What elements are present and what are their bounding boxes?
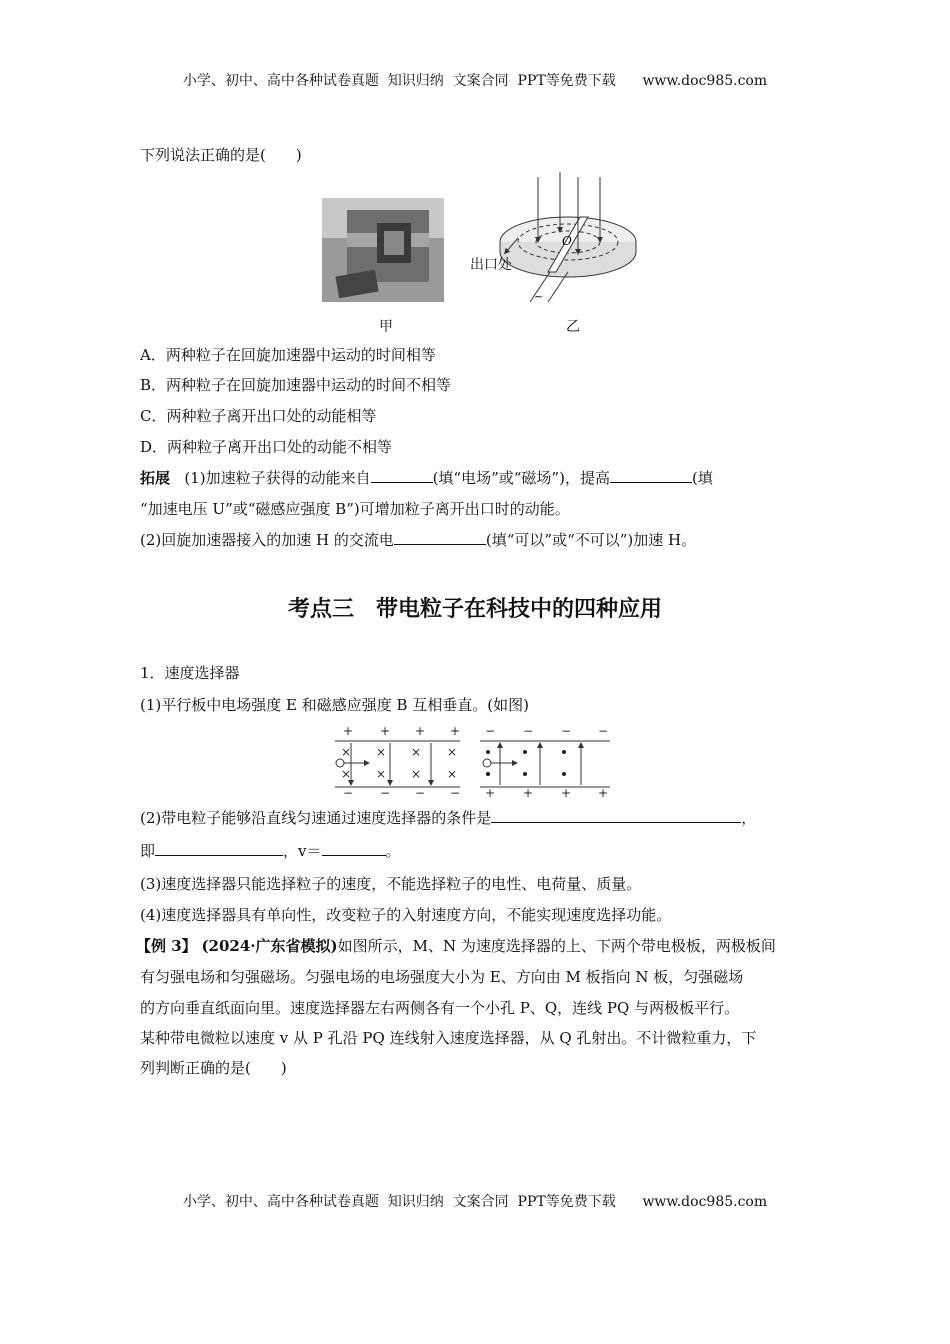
svg-text:−: − xyxy=(450,786,461,800)
caption-yi: 乙 xyxy=(566,319,580,335)
svg-text:+: + xyxy=(523,786,534,800)
subsection-heading: 1．速度选择器 xyxy=(140,664,240,682)
question-stem: 下列说法正确的是( ) xyxy=(140,146,302,164)
svg-text:+: + xyxy=(485,786,496,800)
page-footer: 小学、初中、高中各种试卷真题 知识归纳 文案合同 PPT等免费下载 www.doc985.com xyxy=(182,1194,768,1210)
center-label: O xyxy=(562,234,572,248)
svg-text:+: + xyxy=(450,725,461,738)
svg-text:×: × xyxy=(447,745,458,759)
svg-text:×: × xyxy=(341,767,352,781)
velocity-selector-diagram xyxy=(335,725,615,801)
example-line: 的方向垂直纸面向里。速度选择器左右两侧各有一个小孔 P、Q，连线 PQ 与两极板平行。 xyxy=(140,999,740,1017)
example-tag: 【例 3】 xyxy=(136,937,197,955)
paragraph: 即 ，v＝ 。 xyxy=(140,842,401,860)
cyclotron-photo xyxy=(322,198,444,302)
svg-text:−: − xyxy=(380,786,391,800)
extension-line-3: (2)回旋加速器接入的加速 H 的交流电 (填“可以”或“不可以”)加速 H。 xyxy=(140,531,697,549)
svg-text:+: + xyxy=(380,725,391,738)
example-line: 有匀强电场和匀强磁场。匀强电场的电场强度大小为 E、方向由 M 板指向 N 板，匀强磁场 xyxy=(140,968,744,986)
answer-blank[interactable] xyxy=(394,530,486,545)
section-title: 考点三 带电粒子在科技中的四种应用 xyxy=(287,597,662,622)
extension-label: 拓展 xyxy=(140,469,171,487)
svg-text:−: − xyxy=(485,725,496,738)
page-header: 小学、初中、高中各种试卷真题 知识归纳 文案合同 PPT等免费下载 www.doc985.com xyxy=(182,73,768,89)
extension-line-2: “加速电压 U”或“磁感应强度 B”)可增加粒子离开出口时的动能。 xyxy=(140,500,570,518)
answer-blank[interactable] xyxy=(610,468,692,483)
option-c: C．两种粒子离开出口处的动能相等 xyxy=(140,407,377,425)
ac-label: ~ xyxy=(534,290,544,302)
svg-text:×: × xyxy=(341,745,352,759)
example-line: 列判断正确的是( ) xyxy=(140,1059,287,1077)
svg-text:−: − xyxy=(598,725,609,738)
paragraph: (2)带电粒子能够沿直线匀速通过速度选择器的条件是 ， xyxy=(140,809,757,827)
svg-text:×: × xyxy=(447,767,458,781)
cyclotron-diagram xyxy=(468,172,640,302)
extension-line-1: 拓展 (1)加速粒子获得的动能来自 (填“电场”或“磁场”)，提高 (填 xyxy=(140,469,713,487)
svg-text:−: − xyxy=(561,725,572,738)
example-line: 某种带电微粒以速度 v 从 P 孔沿 PQ 连线射入速度选择器，从 Q 孔射出。不计微粒重力，下 xyxy=(140,1029,757,1047)
example-line: 【例 3】 (2024·广东省模拟)如图所示，M、N 为速度选择器的上、下两个带电极板，两极板间 xyxy=(136,937,776,955)
svg-text:×: × xyxy=(411,767,422,781)
svg-text:−: − xyxy=(343,786,354,800)
paragraph: (3)速度选择器只能选择粒子的速度，不能选择粒子的电性、电荷量、质量。 xyxy=(140,875,642,893)
caption-jia: 甲 xyxy=(379,319,393,335)
svg-text:+: + xyxy=(561,786,572,800)
exit-label: 出口处 xyxy=(470,257,512,273)
answer-blank[interactable] xyxy=(155,841,283,856)
paragraph: (4)速度选择器具有单向性，改变粒子的入射速度方向，不能实现速度选择功能。 xyxy=(140,906,672,924)
svg-text:×: × xyxy=(376,767,387,781)
svg-text:+: + xyxy=(343,725,354,738)
answer-blank[interactable] xyxy=(371,468,433,483)
example-source: (2024·广东省模拟) xyxy=(201,937,338,955)
answer-blank[interactable] xyxy=(322,841,386,856)
svg-text:×: × xyxy=(411,745,422,759)
svg-text:+: + xyxy=(415,725,426,738)
svg-text:−: − xyxy=(415,786,426,800)
paragraph: (1)平行板中电场强度 E 和磁感应强度 B 互相垂直。(如图) xyxy=(140,696,529,714)
option-d: D．两种粒子离开出口处的动能不相等 xyxy=(140,438,393,456)
svg-text:−: − xyxy=(523,725,534,738)
option-a: A．两种粒子在回旋加速器中运动的时间相等 xyxy=(140,346,436,364)
option-b: B．两种粒子在回旋加速器中运动的时间不相等 xyxy=(140,376,452,394)
svg-text:×: × xyxy=(376,745,387,759)
svg-text:+: + xyxy=(598,786,609,800)
answer-blank[interactable] xyxy=(491,808,741,823)
